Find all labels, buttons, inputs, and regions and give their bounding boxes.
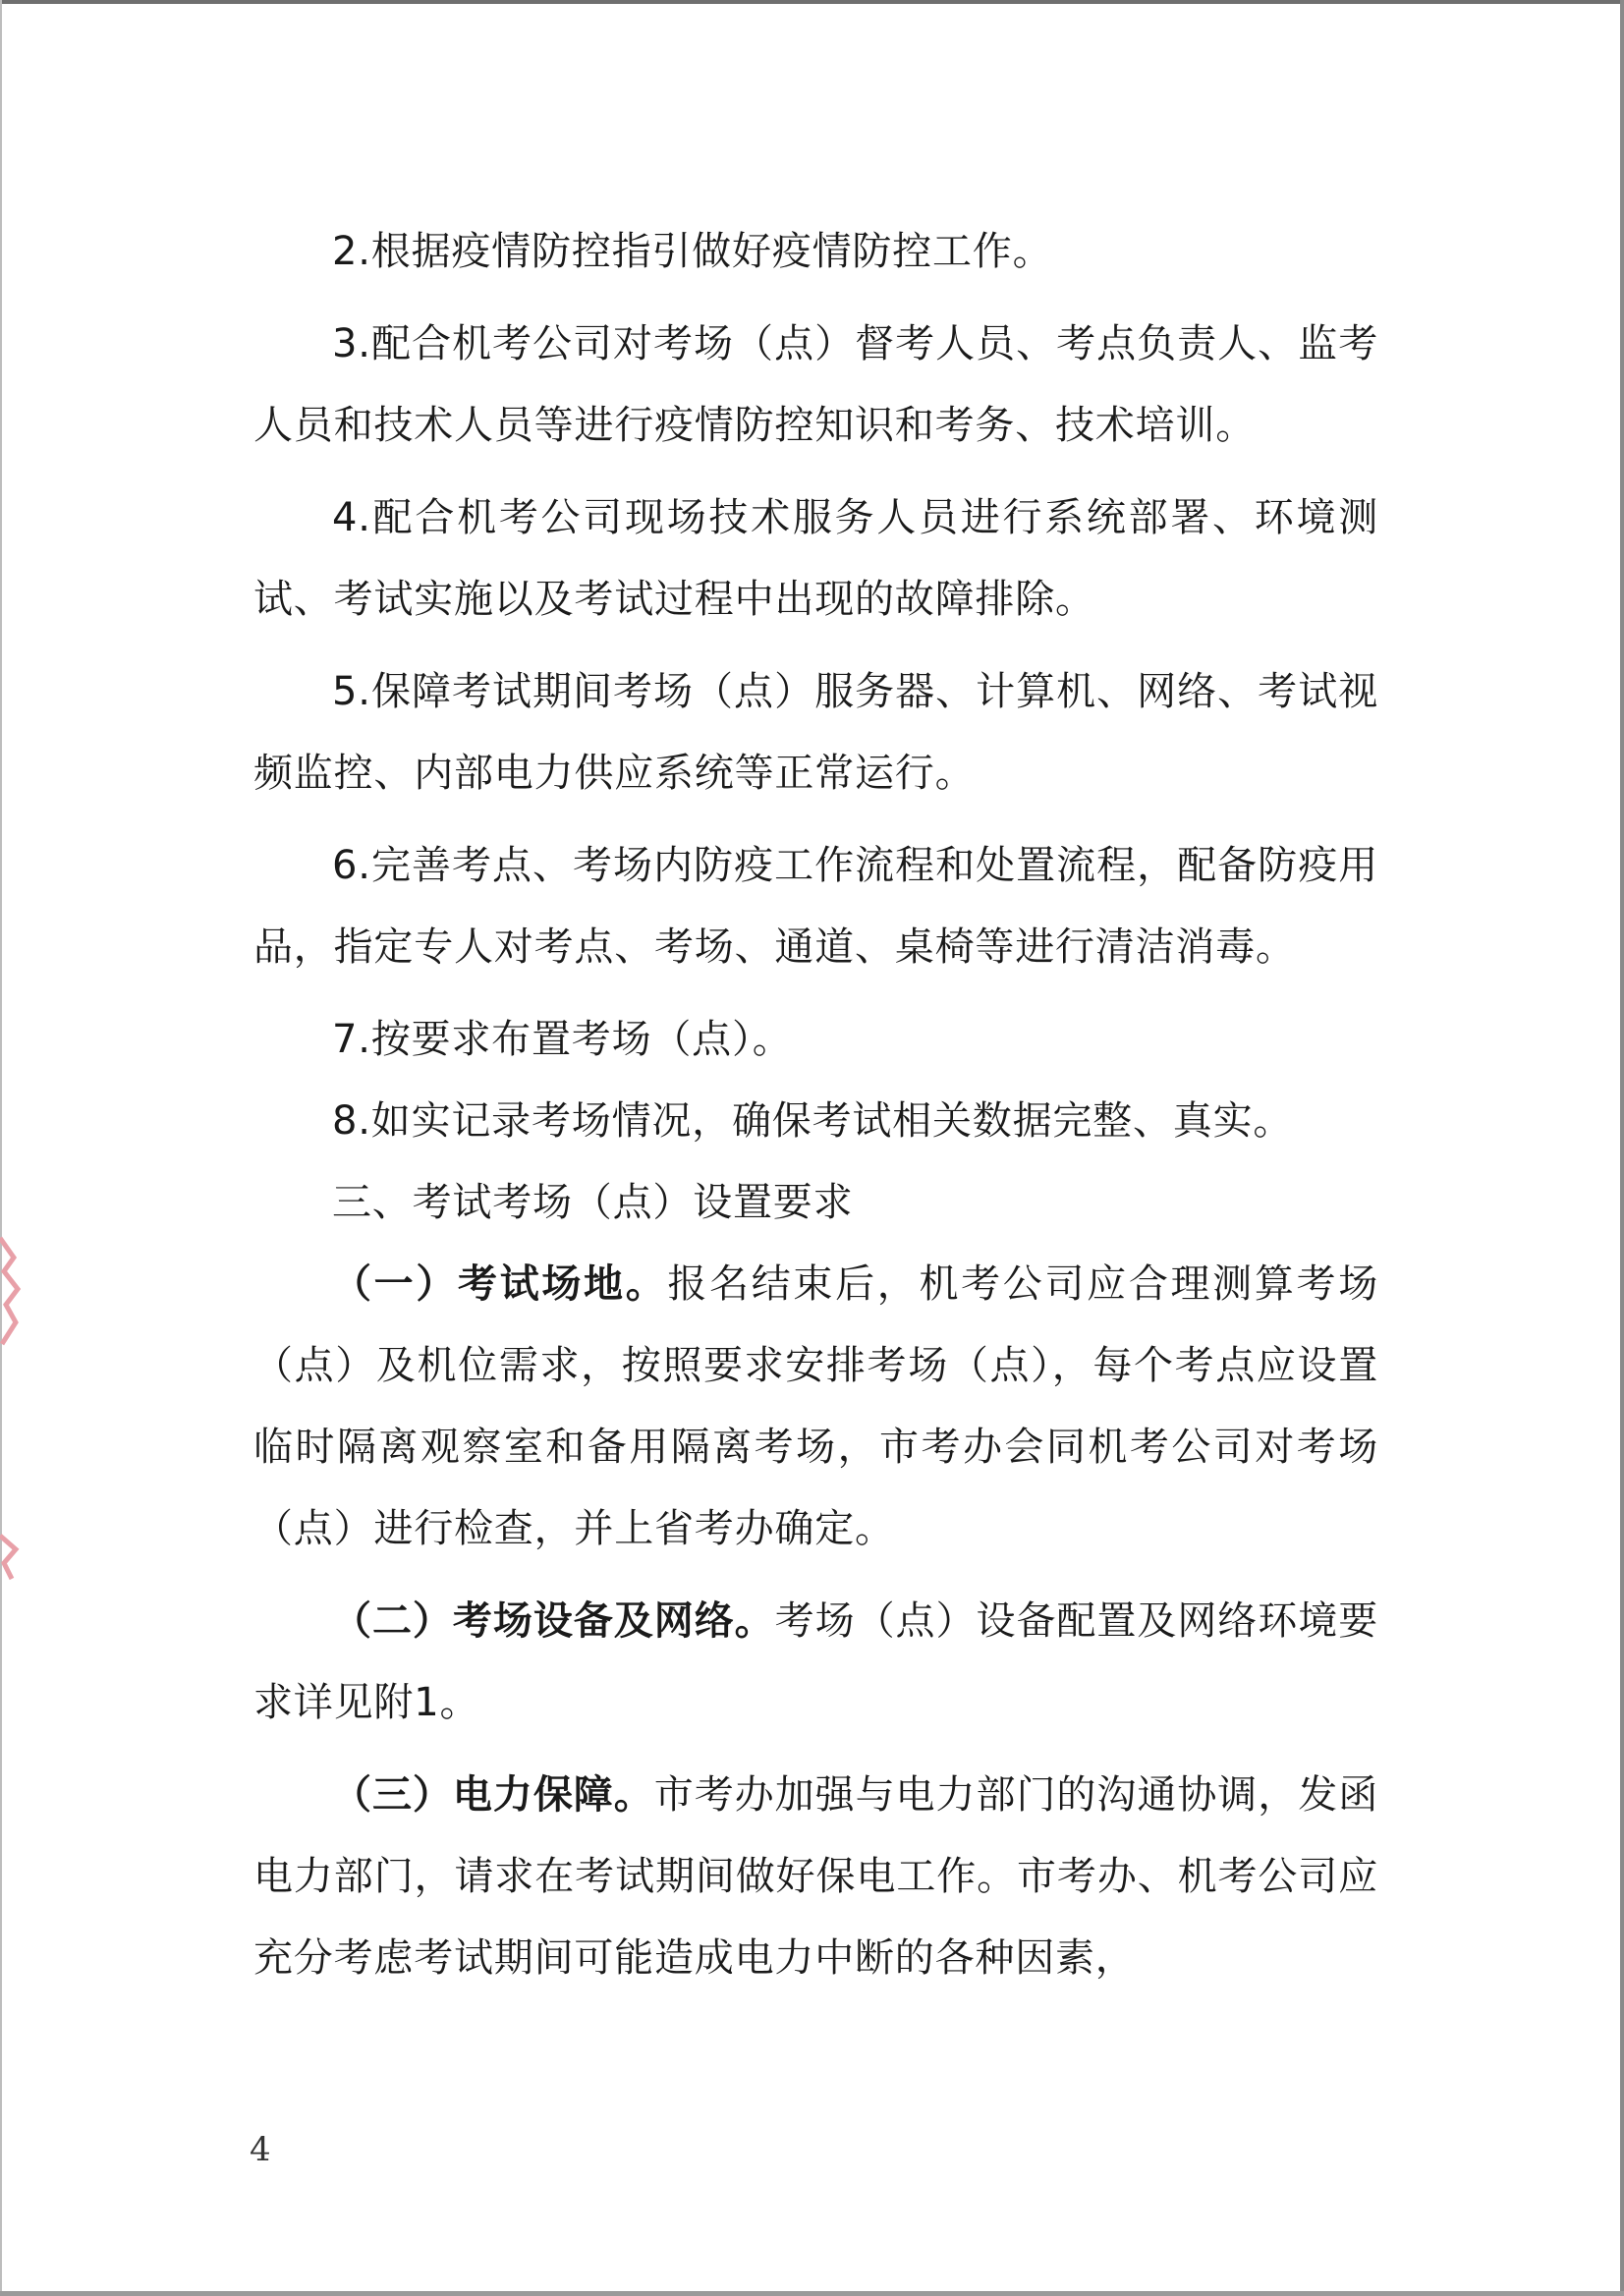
paragraph-6: 6.完善考点、考场内防疫工作流程和处置流程，配备防疫用品，指定专人对考点、考场、通道、桌椅等进行清洁消毒。	[253, 843, 1378, 970]
paragraph-power-supply: （三）电力保障。市考办加强与电力部门的沟通协调，发函电力部门，请求在考试期间做好保电工作。市考办、机考公司应充分考虑考试期间可能造成电力中断的各种因素，	[253, 1772, 1378, 1981]
paragraph-4: 4.配合机考公司现场技术服务人员进行系统部署、环境测试、考试实施以及考试过程中出现的故障排除。	[253, 495, 1378, 622]
paragraph-lead: （三）电力保障。	[332, 1772, 654, 1818]
seal-fragment-icon	[0, 1528, 24, 1587]
seal-fragment-icon	[0, 1228, 24, 1356]
paragraph-7: 7.按要求布置考场（点）。	[332, 1017, 793, 1062]
section-heading: 三、考试考场（点）设置要求	[332, 1180, 854, 1225]
paragraph-3: 3.配合机考公司对考场（点）督考人员、考点负责人、监考人员和技术人员等进行疫情防控知识和考务、技术培训。	[253, 321, 1378, 448]
page-number: 4	[250, 2130, 271, 2169]
scan-edge-left	[0, 0, 2, 2296]
scan-edge-top	[0, 0, 1624, 4]
paragraph-2: 2.根据疫情防控指引做好疫情防控工作。	[332, 229, 1053, 274]
body-text	[253, 211, 1378, 1999]
paragraph-8: 8.如实记录考场情况，确保考试相关数据完整、真实。	[332, 1098, 1294, 1144]
paragraph-lead: （一）考试场地。	[332, 1261, 668, 1307]
paragraph-lead: （二）考场设备及网络。	[332, 1598, 775, 1644]
paragraph-5: 5.保障考试期间考场（点）服务器、计算机、网络、考试视频监控、内部电力供应系统等正常运行。	[253, 669, 1378, 796]
paragraph-exam-venue: （一）考试场地。报名结束后，机考公司应合理测算考场（点）及机位需求，按照要求安排考场（点），每个考点应设置临时隔离观察室和备用隔离考场，市考办会同机考公司对考场（点）进行检查，并上省考办确定。	[253, 1261, 1378, 1551]
scan-edge-right	[1620, 0, 1624, 2296]
paragraph-equipment-network: （二）考场设备及网络。考场（点）设备配置及网络环境要求详见附1。	[253, 1598, 1379, 1725]
scan-edge-bottom	[0, 2291, 1624, 2296]
